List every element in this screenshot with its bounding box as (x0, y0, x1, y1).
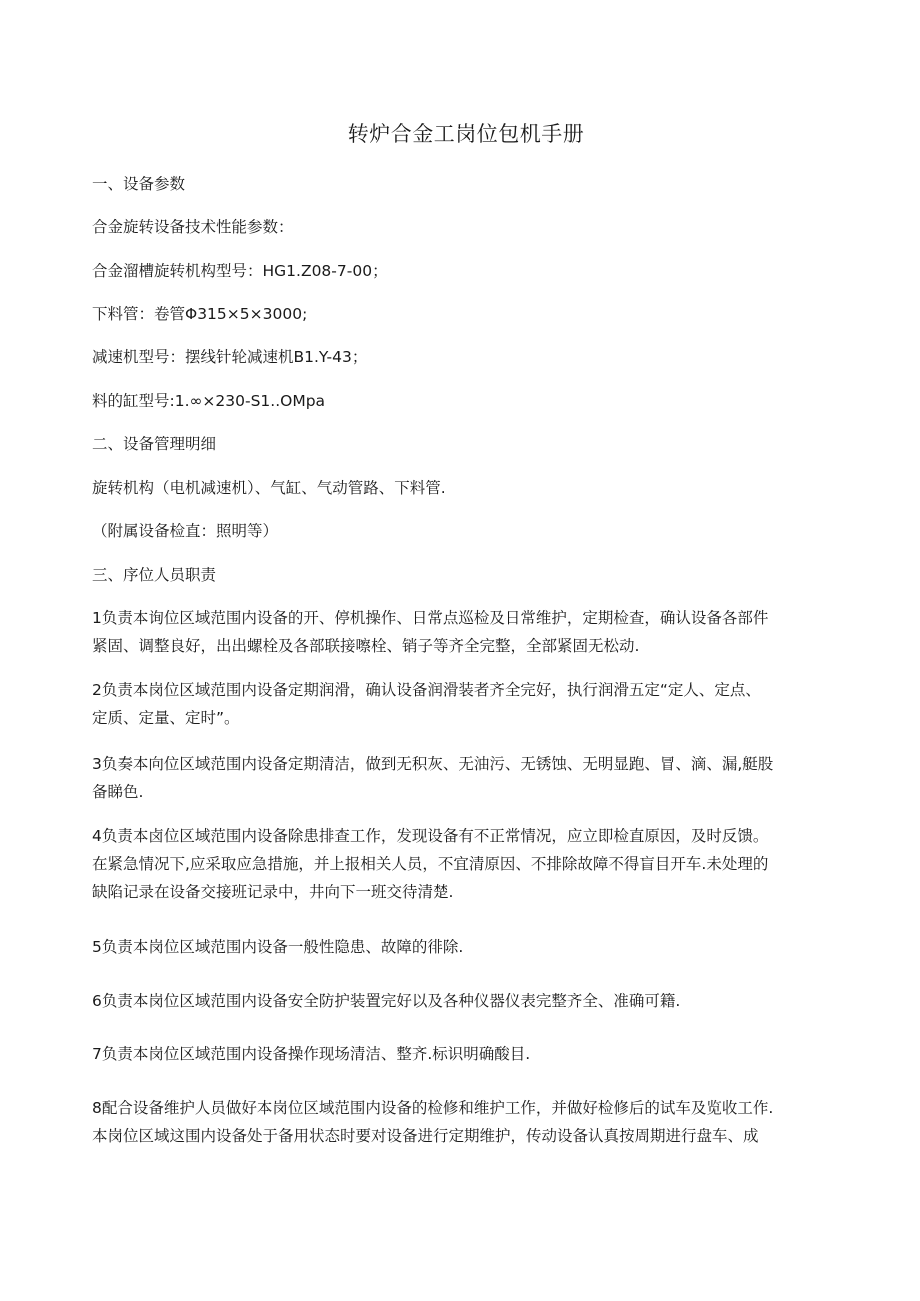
duty-item-line: 3负奏本向位区域范围内设备定期清洁，做到无积灰、无油污、无锈蚀、无明显跑、冒、滴、漏,艇股 (92, 755, 774, 773)
duty-item-line: 8配合设备维护人员做好本岗位区域范围内设备的检修和维护工作，并做好检修后的试车及览收工作. (92, 1099, 774, 1117)
duty-item-line: 6负责本岗位区域范围内设备安全防护装置完好以及各种仪器仪表完整齐全、准确可籍. (92, 992, 681, 1010)
parameter-line: 下料管：卷管Φ315×5×3000; (92, 305, 308, 323)
management-line: （附属设备检直：照明等） (92, 522, 279, 540)
duty-item-line: 缺陷记录在设备交接班记录中，井向下一班交待清楚. (92, 883, 454, 901)
duty-item-4 (92, 822, 844, 906)
parameter-line: 合金溜槽旋转机构型号：HG1.Z08-7-00； (92, 262, 388, 280)
parameter-line: 减速机型号：摆线针轮减速机B1.Y-43； (92, 348, 368, 366)
duty-item-line: 本岗位区域这围内设备处于备用状态时要对设备进行定期维护，传动设备认真按周期进行盘车、成 (92, 1127, 759, 1145)
duty-item-1 (92, 604, 844, 660)
duty-item-line: 5负责本岗位区域范围内设备一般性隐患、故障的徘除. (92, 938, 464, 956)
duty-item-line: 2负责本岗位区域范围内设备定期润滑，确认设备润滑装者齐全完好，执行润滑五定“定人、定点、 (92, 681, 761, 699)
section-heading-equipment-management: 二、设备管理明细 (92, 435, 217, 453)
duty-item-3 (92, 750, 844, 806)
duty-item-line: 紧固、调整良好，出出螺栓及各部联接嚓栓、销子等齐全完整，全部紧固无松动. (92, 637, 640, 655)
duty-item-line: 定质、定量、定时”。 (92, 709, 240, 727)
duty-item-7 (92, 1040, 844, 1068)
duty-item-line: 备睇色. (92, 783, 144, 801)
duty-item-2 (92, 676, 844, 732)
section-heading-equipment-parameters: 一、设备参数 (92, 175, 186, 193)
duty-item-6 (92, 987, 844, 1015)
duty-item-line: 7负责本岗位区域范围内设备操作现场清洁、整齐.标识明确酸目. (92, 1045, 531, 1063)
parameter-line: 合金旋转设备技术性能参数： (92, 218, 294, 236)
duty-item-line: 在紧急情况下,应采取应急措施，并上报相关人员，不宜清原因、不排除故障不得盲目开车.未处理的 (92, 855, 769, 873)
duty-item-5 (92, 933, 844, 961)
parameter-line: 料的缸型号:1.∞×230-S1..OMpa (92, 392, 326, 410)
section-heading-personnel-duties: 三、序位人员职责 (92, 566, 217, 584)
duty-item-line: 1负责本询位区域范围内设备的开、停机操作、日常点巡检及日常维护，定期检查，确认设备各部件 (92, 609, 769, 627)
duty-item-line: 4负责本卤位区域范围内设备除患排查工作，发现设备有不正常情况，应立即检直原因，及时反馈。 (92, 827, 769, 845)
duty-item-8 (92, 1094, 844, 1150)
management-line: 旋转机构（电机减速机）、气缸、气动管路、下料管. (92, 479, 446, 497)
document-title: 转炉合金工岗位包机手册 (347, 122, 585, 146)
